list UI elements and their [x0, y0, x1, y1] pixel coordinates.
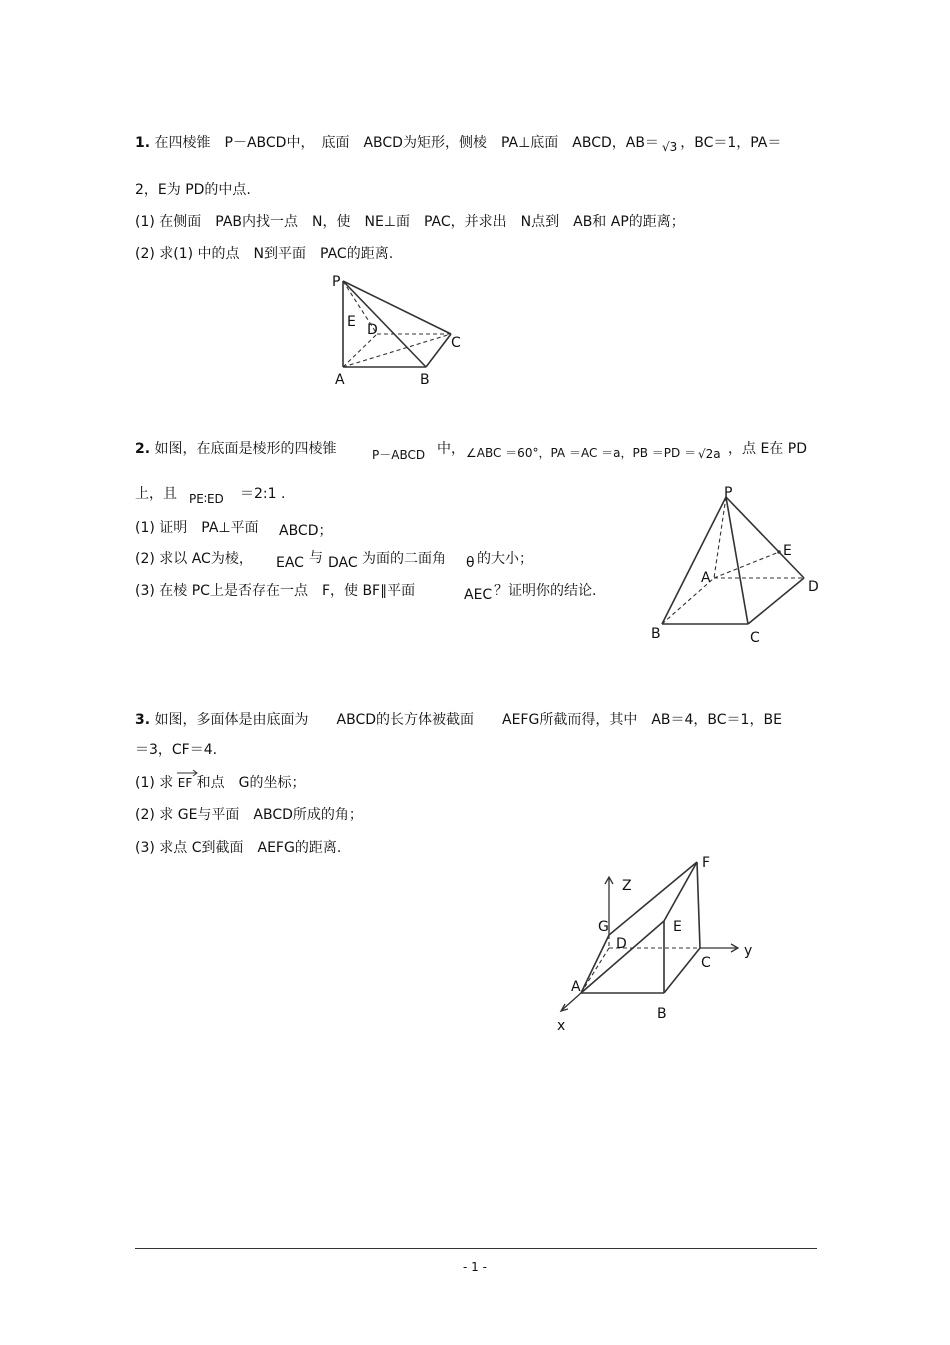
fig3-label-b: B	[657, 1006, 667, 1022]
problem-3-question-1-prefix: (1) 求	[135, 775, 174, 791]
problem-2-conditions: ∠ABC ＝60°，PA ＝AC ＝a，PB ＝PD ＝	[466, 446, 697, 460]
problem-1-number: 1.	[135, 135, 151, 151]
fig3-label-d: D	[616, 936, 627, 952]
fig2-label-p: P	[724, 485, 733, 501]
pyramid-name: P－ABCD	[372, 448, 426, 462]
fig2-label-a: A	[701, 570, 711, 586]
problem-2-question-2: (2) 求以 AC为棱，	[135, 551, 253, 567]
fig1-label-p: P	[332, 274, 341, 290]
problem-1-question-2: (2) 求(1) 中的点 N到平面 PAC的距离.	[135, 246, 394, 262]
problem-2-question-2-cont: 为面的二面角	[362, 551, 446, 567]
problem-2-question-3: (3) 在棱 PC上是否存在一点 F，使 BF∥平面	[135, 583, 416, 599]
fig3-label-g: G	[598, 919, 609, 935]
fig2-label-c: C	[750, 630, 760, 646]
problem-3-question-1-cont: 和点 G的坐标；	[196, 775, 306, 791]
fig3-label-x: x	[557, 1018, 566, 1034]
problem-2-line-2b: ＝2:1 .	[240, 486, 286, 502]
problem-2-statement-cont: ，点 E在 PD	[728, 441, 807, 457]
plane-eac: EAC	[276, 555, 304, 571]
problem-2-question-1-plane: ABCD；	[279, 523, 333, 539]
page-number: - 1 -	[463, 1260, 487, 1274]
vector-ef-label: EF	[177, 776, 193, 790]
sqrt-3: √3	[661, 140, 678, 154]
fig2-label-b: B	[651, 626, 661, 642]
problem-1-statement-cont: ，BC＝1，PA＝	[680, 135, 782, 151]
problem-3-number: 3.	[135, 712, 151, 728]
problem-2-number: 2.	[135, 441, 151, 457]
fig2-label-d: D	[808, 579, 819, 595]
problem-3-line-2: ＝3，CF＝4.	[135, 742, 218, 758]
fig3-label-e: E	[673, 919, 682, 935]
problem-2-question-2-yu: 与	[309, 550, 323, 566]
problem-2-question-1: (1) 证明 PA⊥平面	[135, 520, 259, 536]
fig1-label-e: E	[347, 314, 356, 330]
fig3-label-c: C	[701, 955, 711, 971]
fig2-label-e: E	[783, 543, 792, 559]
ratio-pe-ed: PE∶ED	[189, 492, 224, 506]
sqrt-2a: √2a	[698, 447, 721, 461]
problem-2-statement: 如图，在底面是棱形的四棱锥	[154, 441, 337, 457]
fig3-label-f: F	[702, 855, 711, 871]
plane-aec: AEC	[464, 587, 493, 603]
fig3-label-a: A	[571, 979, 581, 995]
problem-1-question-1: (1) 在侧面 PAB内找一点 N，使 NE⊥面 PAC，并求出 N点到 AB和 AP的距离；	[135, 214, 685, 230]
problem-2-question-3-end: ？证明你的结论.	[494, 583, 597, 599]
problem-1-line-2: 2，E为 PD的中点.	[135, 182, 251, 198]
fig3-label-z: Z	[622, 878, 632, 894]
footer-divider	[135, 1248, 817, 1249]
fig3-label-y: y	[744, 943, 753, 959]
problem-3-question-3: (3) 求点 C到截面 AEFG的距离.	[135, 840, 342, 856]
fig1-label-b: B	[420, 372, 430, 388]
fig1-label-c: C	[451, 335, 461, 351]
problem-3-statement: 如图，多面体是由底面为 ABCD的长方体被截面 AEFG所截而得，其中 AB＝4，BC＝1，BE	[154, 712, 782, 728]
problem-2-question-2-end: 的大小；	[477, 551, 533, 567]
problem-2-line-2a: 上，且	[135, 486, 177, 502]
fig1-label-a: A	[335, 372, 345, 388]
fig1-label-d: D	[367, 322, 378, 338]
problem-1-statement: 在四棱锥 P－ABCD中， 底面 ABCD为矩形，侧棱 PA⊥底面 ABCD，AB＝	[154, 135, 659, 151]
plane-dac: DAC	[328, 555, 358, 571]
problem-3-question-2: (2) 求 GE与平面 ABCD所成的角；	[135, 807, 363, 823]
problem-2-zhong: 中，	[437, 441, 465, 457]
theta-symbol: θ	[466, 555, 475, 571]
